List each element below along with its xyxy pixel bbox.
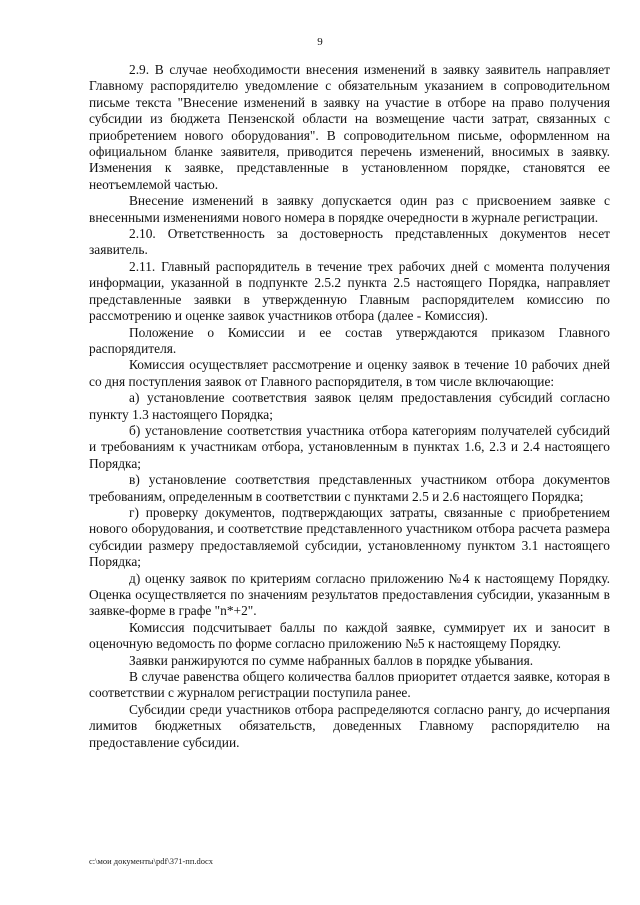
list-item-a: а) установление соответствия заявок целям предоставления субсидий согласно пункту 1.3 настоящего Порядка; xyxy=(89,390,610,422)
document-body xyxy=(89,62,610,751)
list-item-g: г) проверку документов, подтверждающих затраты, связанные с приобретением нового оборудования, и соответствие представленного участником отбора расчета размера субсидии размеру предоставляемой субсидии, установленному пунктом 3.1 настоящего Порядка; xyxy=(89,504,610,570)
paragraph-scoring: Комиссия подсчитывает баллы по каждой заявке, суммирует их и заносит в оценочную ведомость по форме согласно приложению №5 к настоящему Порядку. xyxy=(89,619,610,652)
paragraph-2-9: 2.9. В случае необходимости внесения изменений в заявку заявитель направляет Главному распорядителю уведомление с обязательным указанием в сопроводительном письме текста "Внесение изменений в заявку на участие в отборе на право получения субсидии из бюджета Пензенской области на возмещение части затрат, связанных с приобретением нового оборудования". В сопроводительном письме, оформленном на официальном бланке заявителя, приводится перечень изменений, вносимых в заявку. Изменения к заявке, представленные в установленном порядке, становятся ее неотъемлемой частью. xyxy=(89,62,610,192)
paragraph-tie-break: В случае равенства общего количества баллов приоритет отдается заявке, которая в соответствии с журналом регистрации поступила ранее. xyxy=(89,669,610,701)
paragraph-amendments-once: Внесение изменений в заявку допускается один раз с присвоением заявке с внесенными изменениями нового номера в порядке очередности в журнале регистрации. xyxy=(89,193,610,225)
page-number: 9 xyxy=(317,36,323,48)
paragraph-2-11: 2.11. Главный распорядитель в течение трех рабочих дней с момента получения информации, указанной в подпункте 2.5.2 пункта 2.5 настоящего Порядка, направляет представленные заявки в утвержденную Главным распорядителем комиссию по рассмотрению и оценке заявок участников отбора (далее - Комиссия). xyxy=(89,258,610,324)
paragraph-ranking: Заявки ранжируются по сумме набранных баллов в порядке убывания. xyxy=(129,652,534,668)
paragraph-commission-review: Комиссия осуществляет рассмотрение и оценку заявок в течение 10 рабочих дней со дня поступления заявок от Главного распорядителя, в том числе включающие: xyxy=(89,357,610,389)
list-item-v: в) установление соответствия представленных участником отбора документов требованиям, определенным в соответствии с пунктами 2.5 и 2.6 настоящего Порядка; xyxy=(89,472,610,504)
paragraph-commission-regulation: Положение о Комиссии и ее состав утверждаются приказом Главного распорядителя. xyxy=(89,324,610,356)
paragraph-distribution: Субсидии среди участников отбора распределяются согласно рангу, до исчерпания лимитов бюджетных обязательств, доведенных Главному распорядителю на предоставление субсидии. xyxy=(89,701,610,750)
paragraph-2-10: 2.10. Ответственность за достоверность представленных документов несет заявитель. xyxy=(89,226,610,258)
footer-file-path: c:\мои документы\pdf\371-пп.docx xyxy=(89,856,214,866)
list-item-b: б) установление соответствия участника отбора категориям получателей субсидий и требованиям к участникам отбора, установленным в пунктах 1.6, 2.3 и 2.4 настоящего Порядка; xyxy=(89,422,610,471)
list-item-d: д) оценку заявок по критериям согласно приложению №4 к настоящему Порядку. Оценка осуществляется по значениям результатов предоставления субсидии, указанным в заявке-форме в графе "n*+2". xyxy=(89,570,610,619)
